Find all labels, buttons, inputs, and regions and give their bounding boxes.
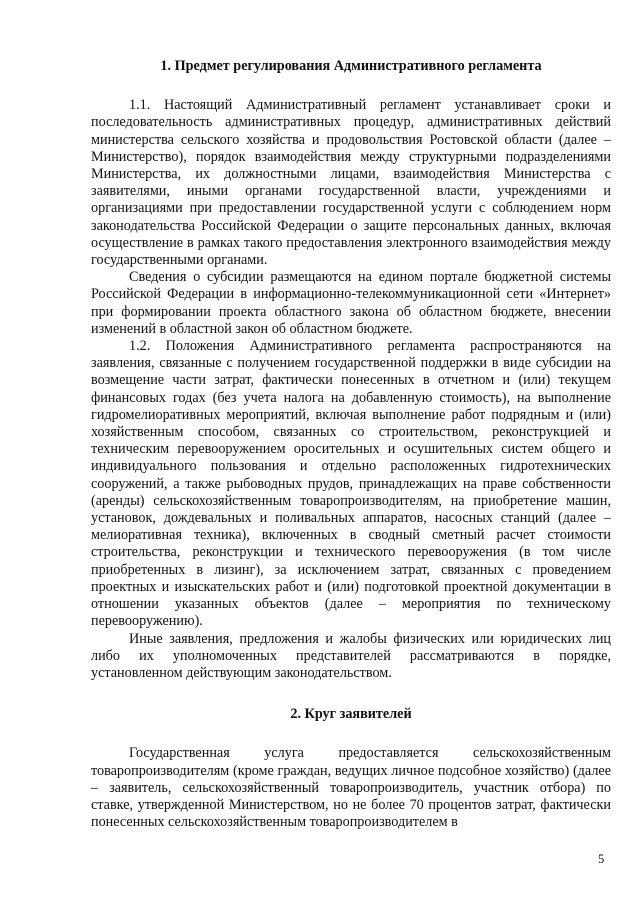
section-1-paragraph-3: 1.2. Положения Административного регламента распространяются на заявления, связанные с получением государственной поддержки в виде субсидии на возмещение части затрат, фактически понесенных в отчетном и (или) текущем финансовых годах (без учета налога на добавленную стоимость), на выполнение гидромелиоративных мероприятий, включая выполнение работ подрядным и (или) хозяйственным способом, связанных со строительством, реконструкцией и техническим перевооружением оросительных и осушительных систем общего и индивидуального пользования и отдельно расположенных гидротехнических сооружений, а также рыбоводных прудов, принадлежащих на праве собственности (аренды) сельскохозяйственным товаропроизводителям, на приобретение машин, установок, дождевальных и поливальных аппаратов, насосных станций (далее – мелиоративная техника), включенных в сводный сметный расчет стоимости строительства, реконструкции и технического перевооружения (в том числе приобретенных в лизинг), за исключением затрат, связанных с проведением проектных и изыскательских работ и (или) подготовкой проектной документации в отношении указанных объектов (далее – мероприятия по техническому перевооружению).: [91, 338, 611, 630]
section-1-paragraph-1: 1.1. Настоящий Административный регламент устанавливает сроки и последовательность административных процедур, административных действий министерства сельского хозяйства и продовольствия Ростовской области (далее – Министерство), порядок взаимодействия между структурными подразделениями Министерства, их должностными лицами, взаимодействия Министерства с заявителями, иными органами государственной власти, учреждениями и организациями при предоставлении государственной услуги с соблюдением норм законодательства Российской Федерации о защите персональных данных, включая осуществление в рамках такого предоставления электронного взаимодействия между государственными органами.: [91, 97, 611, 269]
section-2-paragraph-1: Государственная услуга предоставляется сельскохозяйственным товаропроизводителям (кроме граждан, ведущих личное подсобное хозяйство) (далее – заявитель, сельскохозяйственный товаропроизводитель, участник отбора) по ставке, утвержденной Министерством, но не более 70 процентов затрат, фактически понесенных сельскохозяйственным товаропроизводителем в: [91, 745, 611, 831]
section-2-title: 2. Круг заявителей: [290, 706, 412, 723]
page-number: 5: [598, 852, 605, 866]
section-1-title: 1. Предмет регулирования Административного регламента: [160, 58, 542, 74]
section-1-paragraph-4: Иные заявления, предложения и жалобы физических или юридических лиц либо их уполномоченных представителей рассматриваются в порядке, установленном действующим законодательством.: [91, 630, 611, 681]
section-1-paragraph-2: Сведения о субсидии размещаются на едином портале бюджетной системы Российской Федерации в информационно-телекоммуникационной сети «Интернет» при формировании проекта областного закона об областном бюджете, внесении изменений в областной закон об областном бюджете.: [91, 269, 611, 337]
document-page: [91, 58, 611, 831]
